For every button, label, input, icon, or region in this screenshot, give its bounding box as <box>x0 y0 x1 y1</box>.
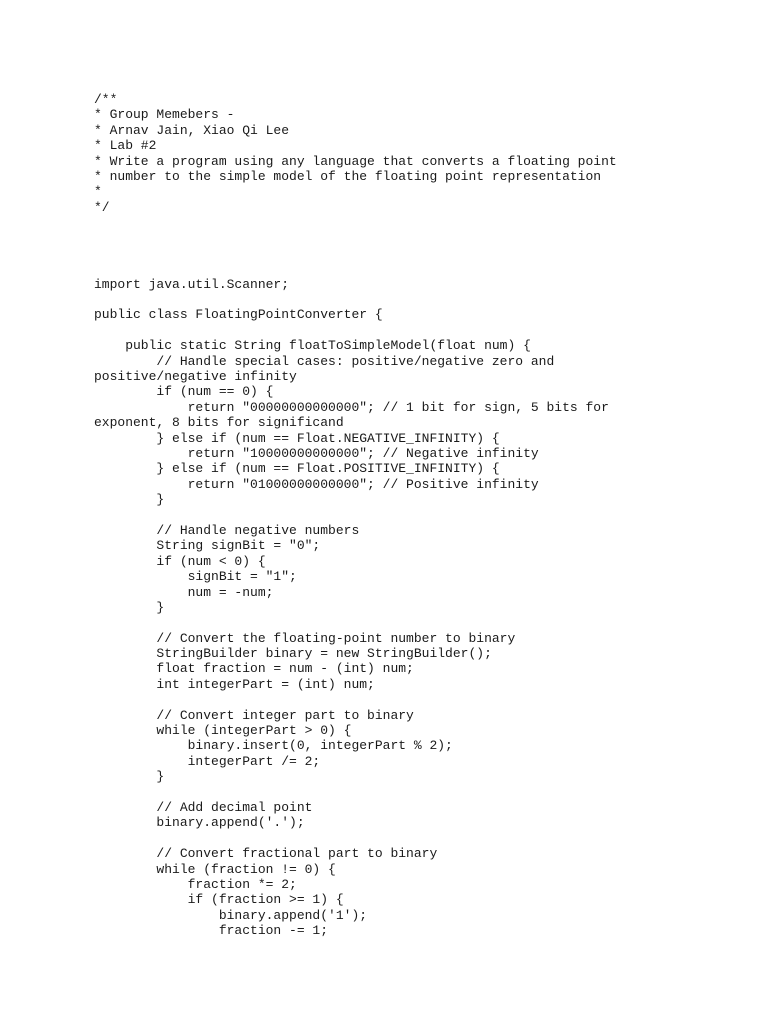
code-line <box>94 215 654 230</box>
code-line <box>94 692 654 707</box>
code-line: while (fraction != 0) { <box>94 861 336 877</box>
code-line: String signBit = "0"; <box>94 538 321 554</box>
code-line: * Arnav Jain, Xiao Qi Lee <box>94 122 290 138</box>
code-line: * Write a program using any language that converts a floating point <box>94 153 617 169</box>
code-line: float fraction = num - (int) num; <box>94 661 414 677</box>
code-line: num = -num; <box>94 584 274 600</box>
code-line <box>94 615 654 630</box>
code-line: // Add decimal point <box>94 799 313 815</box>
code-line: fraction *= 2; <box>94 876 297 892</box>
code-line: } <box>94 769 165 785</box>
code-line: * Group Memebers - <box>94 107 235 123</box>
code-line: StringBuilder binary = new StringBuilder(); <box>94 646 492 662</box>
code-line: return "00000000000000"; // 1 bit for sign, 5 bits for <box>94 399 609 415</box>
code-line <box>94 785 654 800</box>
code-line <box>94 246 654 261</box>
code-line: // Convert the floating-point number to binary <box>94 630 516 646</box>
code-line: binary.append('.'); <box>94 815 305 831</box>
code-line: public class FloatingPointConverter { <box>94 307 383 323</box>
code-line: return "10000000000000"; // Negative infinity <box>94 445 539 461</box>
code-line <box>94 508 654 523</box>
code-line: binary.append('1'); <box>94 907 368 923</box>
code-line: * number to the simple model of the floating point representation <box>94 168 602 184</box>
code-line <box>94 323 654 338</box>
code-line: integerPart /= 2; <box>94 753 321 769</box>
code-line: } <box>94 599 165 615</box>
code-line: // Handle negative numbers <box>94 522 360 538</box>
code-line: import java.util.Scanner; <box>94 276 290 292</box>
code-line: // Convert integer part to binary <box>94 707 414 723</box>
code-line <box>94 831 654 846</box>
code-line <box>94 231 654 246</box>
code-line: * Lab #2 <box>94 138 157 154</box>
code-line: if (num < 0) { <box>94 553 266 569</box>
code-line <box>94 261 654 276</box>
code-line: int integerPart = (int) num; <box>94 676 375 692</box>
code-line: if (num == 0) { <box>94 384 274 400</box>
code-line: return "01000000000000"; // Positive infinity <box>94 476 539 492</box>
code-line: signBit = "1"; <box>94 569 297 585</box>
code-line: while (integerPart > 0) { <box>94 723 352 739</box>
code-line: /** <box>94 92 118 107</box>
code-line: public static String floatToSimpleModel(float num) { <box>94 338 531 354</box>
code-line: // Convert fractional part to binary <box>94 846 438 862</box>
code-line: // Handle special cases: positive/negative zero and <box>94 353 555 369</box>
code-line: */ <box>94 199 110 215</box>
code-line: fraction -= 1; <box>94 923 329 939</box>
code-line: * <box>94 184 102 200</box>
code-line: if (fraction >= 1) { <box>94 892 344 908</box>
code-line: binary.insert(0, integerPart % 2); <box>94 738 453 754</box>
code-line <box>94 292 654 307</box>
code-line: } <box>94 492 165 508</box>
code-line: } else if (num == Float.POSITIVE_INFINITY) { <box>94 461 500 477</box>
code-block <box>94 92 654 938</box>
code-line: } else if (num == Float.NEGATIVE_INFINITY) { <box>94 430 500 446</box>
code-line: positive/negative infinity <box>94 369 297 385</box>
code-line: exponent, 8 bits for significand <box>94 415 344 431</box>
